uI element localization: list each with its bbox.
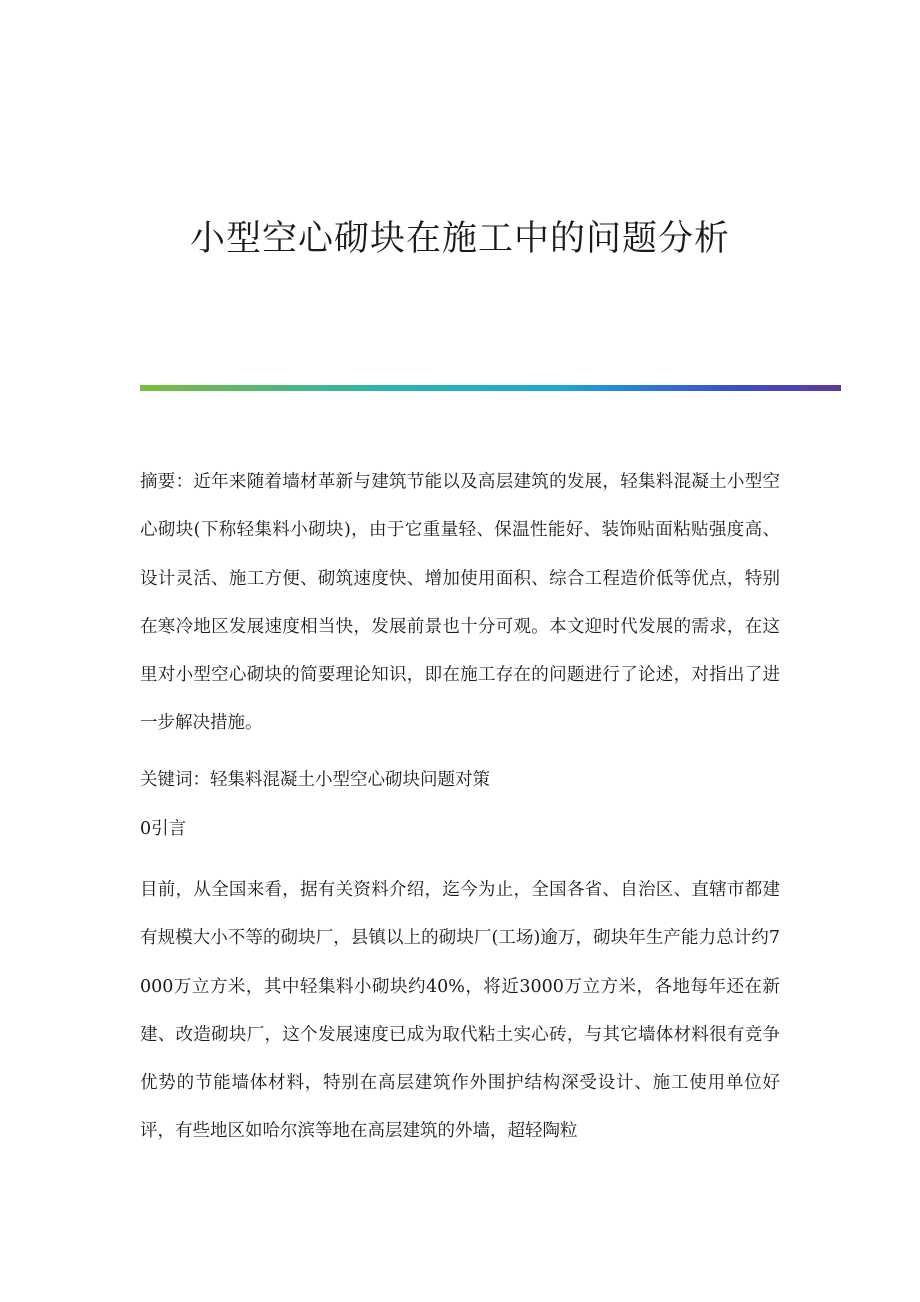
section-heading: 0引言 bbox=[140, 819, 187, 839]
body-paragraph: 目前，从全国来看，据有关资料介绍，迄今为止，全国各省、自治区、直辖市都建有规模大小不等的砌块厂，县镇以上的砌块厂(工场)逾万，砌块年生产能力总计约7000万立方米，其中轻集料小砌块约40%，将近3000万立方米，各地每年还在新建、改造砌块厂，这个发展速度已成为取代粘土实心砖，与其它墙体材料很有竞争优势的节能墙体材料，特别在高层建筑作外围护结构深受设计、施工使用单位好评，有些地区如哈尔滨等地在高层建筑的外墙，超轻陶粒 bbox=[140, 880, 780, 1142]
document-title: 小型空心砌块在施工中的问题分析 bbox=[189, 219, 730, 259]
keywords-line: 关键词：轻集料混凝土小型空心砌块问题对策 bbox=[140, 770, 490, 790]
abstract-paragraph: 摘要：近年来随着墙材革新与建筑节能以及高层建筑的发展，轻集料混凝土小型空心砌块(下称轻集料小砌块)，由于它重量轻、保温性能好、装饰贴面粘贴强度高、设计灵活、施工方便、砌筑速度快、增加使用面积、综合工程造价低等优点，特别在寒冷地区发展速度相当快，发展前景也十分可观。本文迎时代发展的需求，在这里对小型空心砌块的简要理论知识，即在施工存在的问题进行了论述，对指出了进一步解决措施。 bbox=[140, 472, 780, 734]
title-divider bbox=[140, 385, 841, 391]
